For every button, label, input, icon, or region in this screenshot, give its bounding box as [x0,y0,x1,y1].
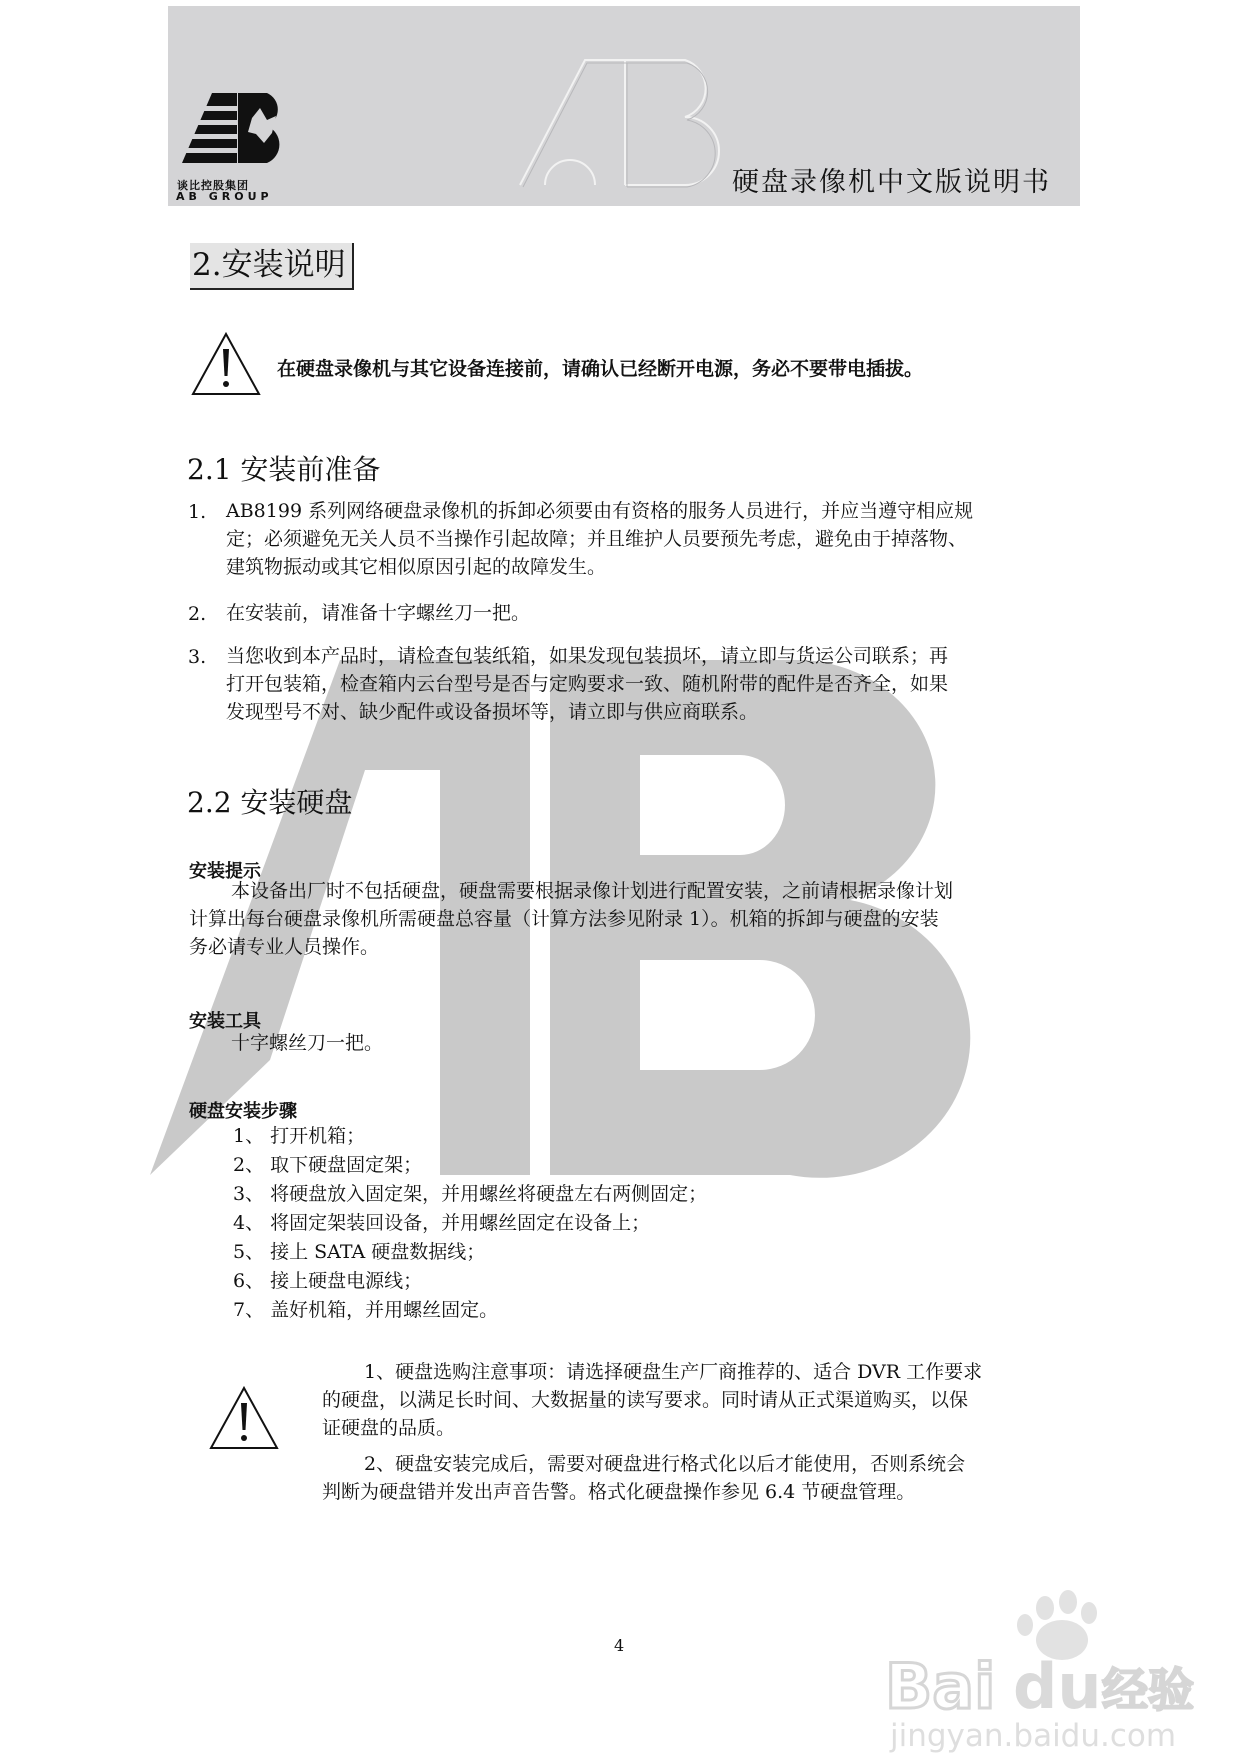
list-number: 3. [188,646,207,668]
warning-icon [190,331,262,397]
text-line: 1、硬盘选购注意事项：请选择硬盘生产厂商推荐的、适合 DVR 工作要求 [364,1361,983,1383]
subheading-tips: 安装提示 [189,861,261,882]
text-line: AB8199 系列网络硬盘录像机的拆卸必须要由有资格的服务人员进行，并应当遵守相应规 [226,500,974,522]
tools-text: 十字螺丝刀一把。 [231,1032,384,1054]
install-step: 4、 将固定架装回设备，并用螺丝固定在设备上； [233,1212,651,1234]
tips-paragraph [189,877,1069,961]
list-item-1 [226,497,1066,581]
install-step: 6、 接上硬盘电源线； [233,1270,423,1292]
list-number: 1. [188,501,207,523]
text-line: 建筑物振动或其它相似原因引起的故障发生。 [226,556,607,578]
brand-chinese-name: 谈比控股集团 [177,179,249,192]
warning-text: 在硬盘录像机与其它设备连接前，请确认已经断开电源，务必不要带电插拔。 [277,358,924,380]
subheading-tools: 安装工具 [189,1011,261,1032]
section-heading-2-1: 2.1 安装前准备 [187,453,381,486]
text-line: 2、硬盘安装完成后，需要对硬盘进行格式化以后才能使用，否则系统会 [364,1453,966,1475]
text-line: 打开包装箱，检查箱内云台型号是否与定购要求一致、随机附带的配件是否齐全，如果 [226,673,949,695]
text-line: 在安装前，请准备十字螺丝刀一把。 [226,602,531,624]
svg-text:jingyan.baidu.com: jingyan.baidu.com [890,1718,1177,1754]
list-item-3 [226,642,1066,726]
list-item-2 [226,599,1066,627]
chapter-title: 2.安装说明 [190,243,354,290]
install-step: 5、 接上 SATA 硬盘数据线； [233,1241,486,1263]
brand-english-name: AB GROUP [176,190,273,203]
svg-text:Bai: Bai [885,1650,996,1723]
text-line: 当您收到本产品时，请检查包装纸箱，如果发现包装损坏，请立即与货运公司联系；再 [226,645,949,667]
svg-text:du: du [1013,1650,1102,1723]
section-heading-2-2: 2.2 安装硬盘 [187,786,353,819]
document-title: 硬盘录像机中文版说明书 [732,167,1051,198]
text-line: 判断为硬盘错并发出声音告警。格式化硬盘操作参见 6.4 节硬盘管理。 [322,1481,916,1503]
install-step: 1、 打开机箱； [233,1125,366,1147]
warning-icon [208,1385,280,1451]
page-number: 4 [614,1636,625,1655]
svg-text:经验: 经验 [1102,1663,1194,1717]
list-number: 2. [188,603,207,625]
hdd-notice [322,1358,1072,1506]
install-step: 7、 盖好机箱，并用螺丝固定。 [233,1299,499,1321]
text-line: 本设备出厂时不包括硬盘，硬盘需要根据录像计划进行配置安装，之前请根据录像计划 [231,880,954,902]
text-line: 务必请专业人员操作。 [189,936,380,958]
text-line: 发现型号不对、缺少配件或设备损坏等，请立即与供应商联系。 [226,701,759,723]
subheading-steps: 硬盘安装步骤 [189,1101,297,1122]
baidu-jingyan-watermark [880,1580,1200,1755]
install-step: 3、 将硬盘放入固定架，并用螺丝将硬盘左右两侧固定； [233,1183,708,1205]
text-line: 定；必须避免无关人员不当操作引起故障；并且维护人员要预先考虑，避免由于掉落物、 [226,528,968,550]
text-line: 计算出每台硬盘录像机所需硬盘总容量（计算方法参见附录 1）。机箱的拆卸与硬盘的安装 [189,908,939,930]
install-step: 2、 取下硬盘固定架； [233,1154,423,1176]
text-line: 的硬盘，以满足长时间、大数据量的读写要求。同时请从正式渠道购买，以保 [322,1389,969,1411]
text-line: 证硬盘的品质。 [322,1417,456,1439]
ab-logo-outline [515,55,740,195]
